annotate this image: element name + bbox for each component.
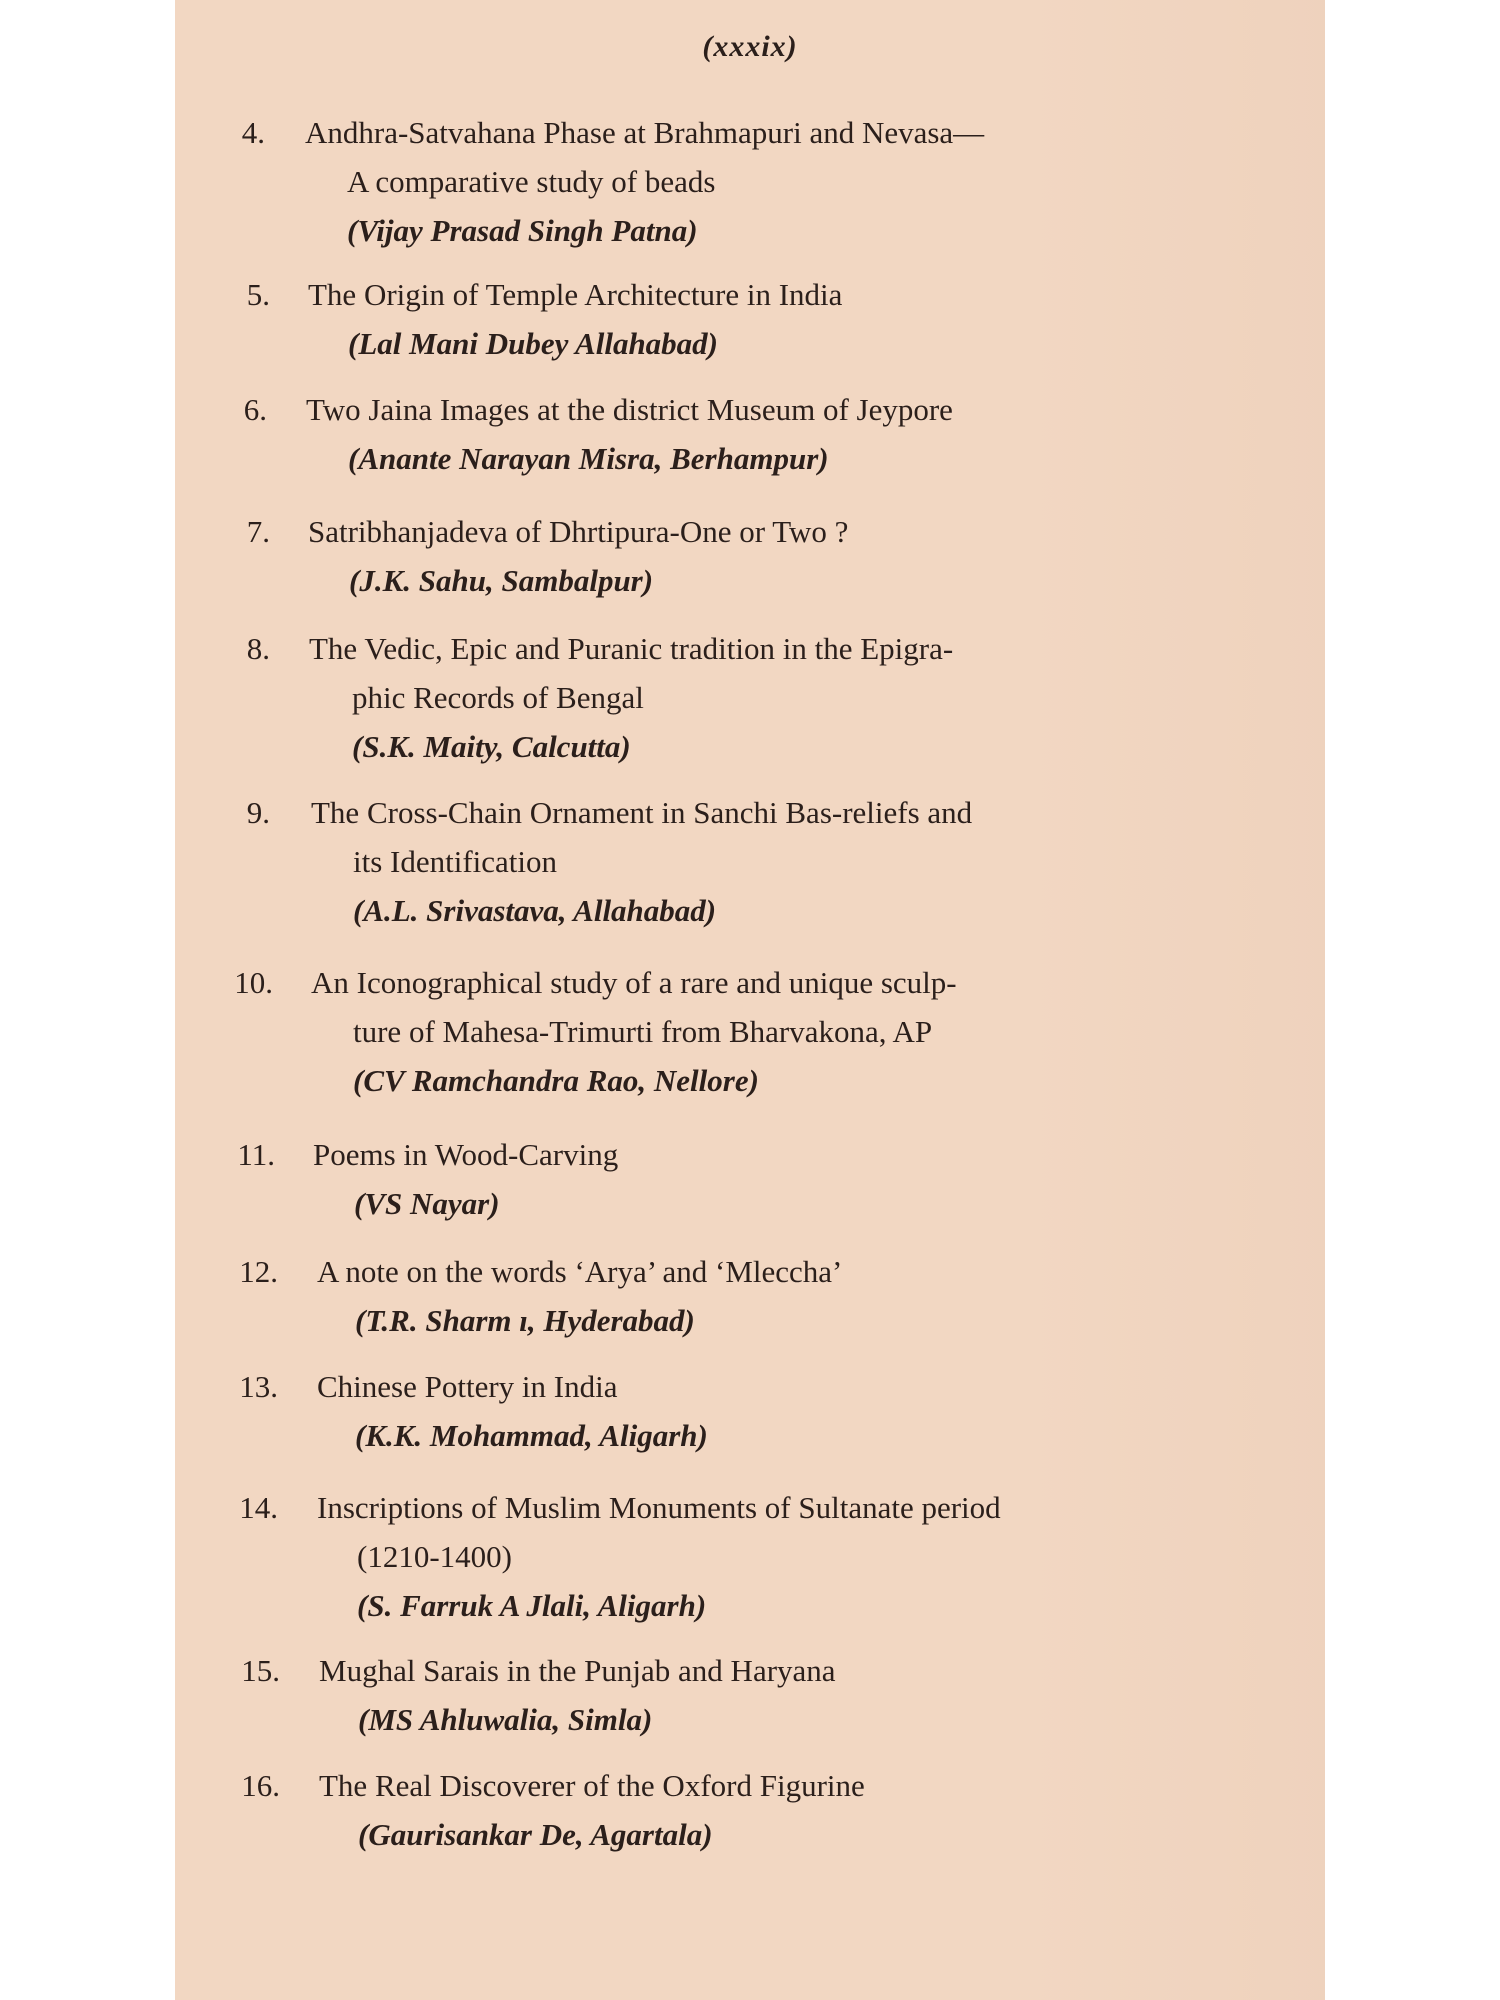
toc-entry-15 xyxy=(175,1646,1295,1744)
toc-entry-16 xyxy=(175,1761,1295,1859)
entry-title-line: A note on the words ‘Arya’ and ‘Mleccha’ xyxy=(317,1254,843,1289)
entry-author: (S.K. Maity, Calcutta) xyxy=(352,729,631,764)
entry-number: 4. xyxy=(241,115,265,150)
entry-author: (A.L. Srivastava, Allahabad) xyxy=(353,893,717,928)
entry-title-line: A comparative study of beads xyxy=(347,164,716,199)
entry-title-line: Two Jaina Images at the district Museum of Jeypore xyxy=(306,392,953,427)
toc-entry-7 xyxy=(175,507,1295,605)
entry-author: (Vijay Prasad Singh Patna) xyxy=(347,213,698,248)
page-number: (xxxix) xyxy=(702,30,798,63)
toc-entry-10 xyxy=(175,958,1295,1105)
entry-author: (J.K. Sahu, Sambalpur) xyxy=(349,563,654,598)
entry-number: 15. xyxy=(241,1653,280,1688)
entry-author: (Lal Mani Dubey Allahabad) xyxy=(348,326,719,361)
entry-number: 7. xyxy=(246,514,270,549)
entry-title-line: its Identification xyxy=(353,844,558,879)
entry-title-line: ture of Mahesa-Trimurti from Bharvakona, AP xyxy=(353,1014,933,1049)
entry-author: (Gaurisankar De, Agartala) xyxy=(358,1817,713,1852)
entry-author: (Anante Narayan Misra, Berhampur) xyxy=(348,441,829,476)
entry-title-line: The Cross-Chain Ornament in Sanchi Bas-reliefs and xyxy=(311,795,973,830)
toc-entry-13 xyxy=(175,1362,1295,1460)
entry-number: 9. xyxy=(246,795,270,830)
entry-title-line: Satribhanjadeva of Dhrtipura-One or Two ? xyxy=(308,514,849,549)
entry-title-line: Chinese Pottery in India xyxy=(317,1369,618,1404)
entry-author: (CV Ramchandra Rao, Nellore) xyxy=(353,1063,759,1098)
entry-title-line: Inscriptions of Muslim Monuments of Sultanate period xyxy=(317,1490,1001,1525)
entry-number: 12. xyxy=(239,1254,278,1289)
entry-number: 6. xyxy=(243,392,267,427)
toc-entry-9 xyxy=(175,788,1295,935)
entry-title-line: The Vedic, Epic and Puranic tradition in the Epigra- xyxy=(309,631,954,666)
toc-entry-14 xyxy=(175,1483,1295,1630)
book-page xyxy=(175,0,1325,2000)
entry-author: (MS Ahluwalia, Simla) xyxy=(358,1702,653,1737)
toc-entry-12 xyxy=(175,1247,1295,1345)
toc-entry-11 xyxy=(175,1130,1295,1228)
entry-author: (T.R. Sharm ı, Hyderabad) xyxy=(355,1303,695,1338)
entry-title-line: (1210-1400) xyxy=(357,1539,512,1574)
entry-number: 16. xyxy=(241,1768,280,1803)
entry-number: 11. xyxy=(237,1137,275,1172)
entry-title-line: Poems in Wood-Carving xyxy=(313,1137,619,1172)
entry-title-line: An Iconographical study of a rare and unique sculp- xyxy=(311,965,957,1000)
toc-entry-5 xyxy=(175,270,1295,368)
entry-title-line: phic Records of Bengal xyxy=(352,680,644,715)
toc-entry-8 xyxy=(175,624,1295,771)
entry-title-line: The Real Discoverer of the Oxford Figurine xyxy=(319,1768,865,1803)
entry-number: 13. xyxy=(239,1369,278,1404)
entry-author: (S. Farruk A Jlali, Aligarh) xyxy=(357,1588,707,1623)
entry-title-line: Andhra-Satvahana Phase at Brahmapuri and Nevasa— xyxy=(305,115,985,150)
toc-entry-4 xyxy=(175,108,1295,255)
entry-author: (VS Nayar) xyxy=(354,1186,500,1221)
entry-number: 8. xyxy=(246,631,270,666)
toc-entry-6 xyxy=(175,385,1295,483)
entry-title-line: Mughal Sarais in the Punjab and Haryana xyxy=(319,1653,836,1688)
entry-number: 14. xyxy=(239,1490,278,1525)
entry-number: 5. xyxy=(246,277,270,312)
entry-title-line: The Origin of Temple Architecture in India xyxy=(308,277,843,312)
entry-author: (K.K. Mohammad, Aligarh) xyxy=(355,1418,708,1453)
entry-number: 10. xyxy=(234,965,273,1000)
